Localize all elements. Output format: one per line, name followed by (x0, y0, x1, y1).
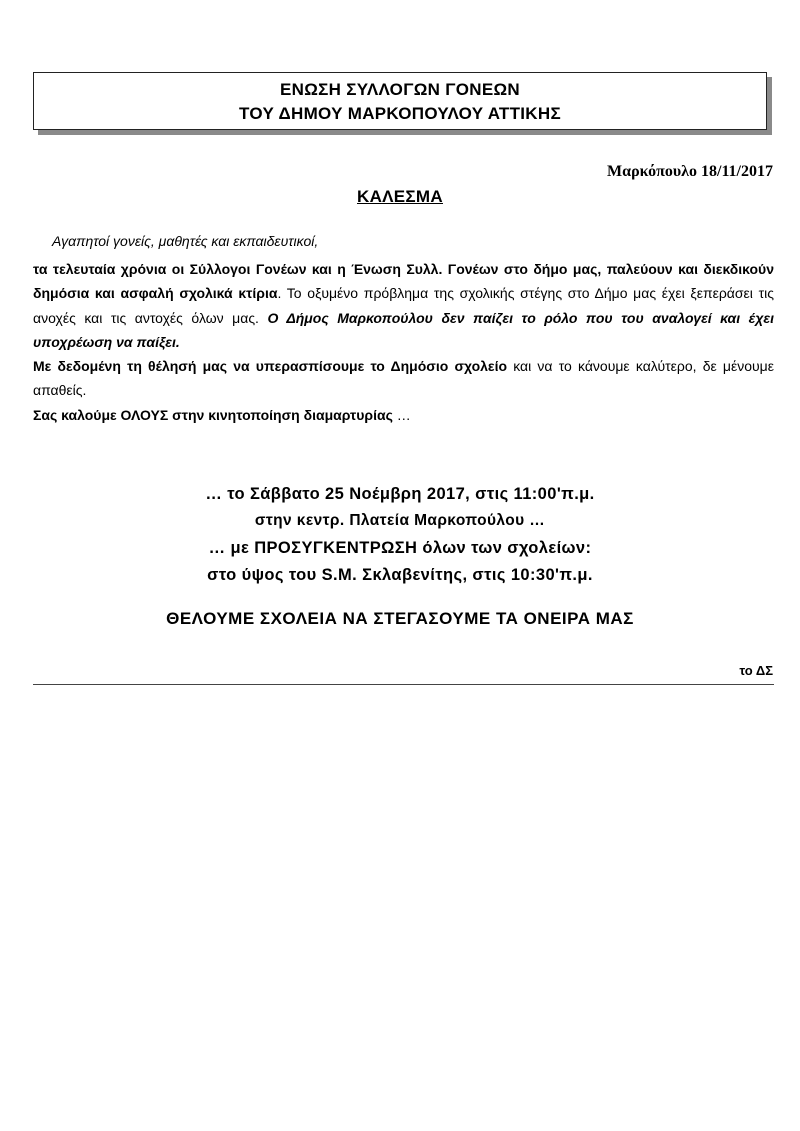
paragraph-2-normal: και να το κάνουμε καλύτερο, δε μένουμε απαθείς. (33, 358, 774, 399)
event-line-4: στο ύψος του S.M. Σκλαβενίτης, στις 10:30'π.μ. (207, 566, 593, 584)
signature: το ΔΣ (739, 663, 773, 678)
event-line-3: … με ΠΡΟΣΥΓΚΕΝΤΡΩΣΗ όλων των σχολείων: (208, 539, 592, 557)
paragraph-1-bold: τα τελευταία χρόνια οι Σύλλογοι Γονέων και η Ένωση Συλλ. Γονέων στο δήμο μας, παλεύουν και διεκδικούν δημόσια και ασφαλή σχολικά κτίρια (33, 261, 774, 302)
paragraph-2 (33, 354, 774, 403)
header-title-line-2: ΤΟΥ ΔΗΜΟΥ ΜΑΡΚΟΠΟΥΛΟΥ ΑΤΤΙΚΗΣ (239, 104, 561, 123)
paragraph-1-emphasis: Ο Δήμος Μαρκοπούλου δεν παίζει το ρόλο που του αναλογεί και έχει υποχρέωση να παίξει. (33, 309, 774, 350)
paragraph-3-normal: … (392, 406, 411, 423)
event-line-2: στην κεντρ. Πλατεία Μαρκοπούλου … (254, 512, 546, 529)
paragraph-1-normal: . Το οξυμένο πρόβλημα της σχολικής στέγης στο Δήμο μας έχει ξεπεράσει τις ανοχές και τις αντοχές όλων μας. (33, 285, 774, 326)
paragraph-3-bold: Σας καλούμε ΟΛΟΥΣ στην κινητοποίηση διαμαρτυρίας (33, 406, 393, 423)
greeting: Αγαπητοί γονείς, μαθητές και εκπαιδευτικοί, (52, 233, 319, 249)
paragraph-1 (33, 257, 774, 354)
header-box (33, 72, 767, 130)
event-line-1: … το Σάββατο 25 Νοέμβρη 2017, στις 11:00'π.μ. (205, 485, 595, 503)
horizontal-rule (33, 684, 774, 685)
header-title-line-1: ΕΝΩΣΗ ΣΥΛΛΟΓΩΝ ΓΟΝΕΩΝ (280, 80, 520, 99)
paragraph-3 (33, 403, 774, 427)
paragraph-2-bold: Με δεδομένη τη θέλησή μας να υπερασπίσουμε το Δημόσιο σχολείο (33, 358, 508, 375)
slogan: ΘΕΛΟΥΜΕ ΣΧΟΛΕΙΑ ΝΑ ΣΤΕΓΑΣΟΥΜΕ ΤΑ ΟΝΕΙΡΑ ΜΑΣ (166, 609, 634, 628)
document-date: Μαρκόπουλο 18/11/2017 (607, 163, 773, 180)
body-text (33, 257, 774, 427)
document-title: ΚΑΛΕΣΜΑ (357, 187, 443, 206)
